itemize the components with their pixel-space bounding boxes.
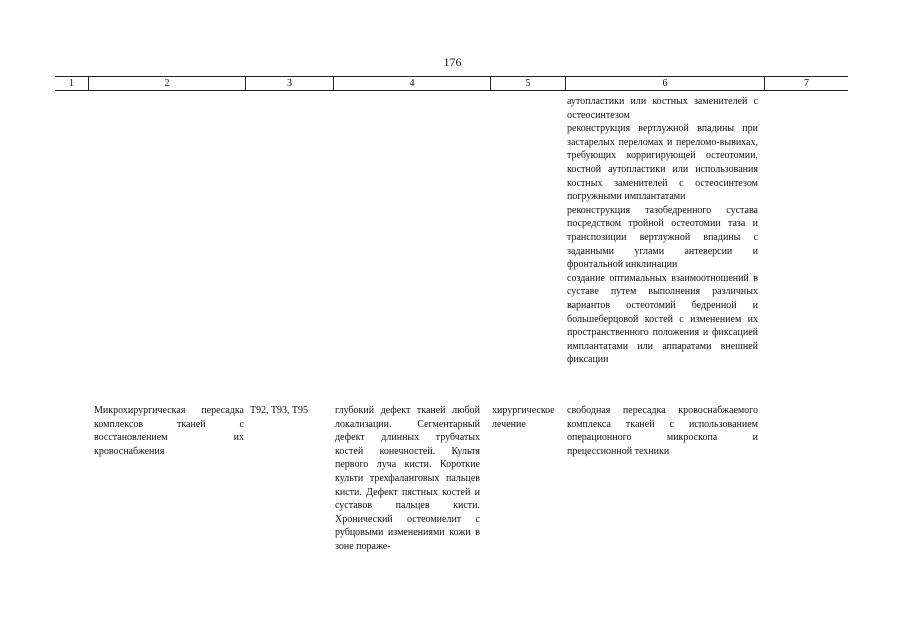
table-header-row [55, 76, 848, 91]
header-col-6: 6 [565, 77, 764, 90]
header-col-5: 5 [490, 77, 565, 90]
header-col-4: 4 [333, 77, 490, 90]
header-col-1: 1 [69, 78, 74, 89]
method-item: реконструкция вертлужной впадины при застарелых переломах и переломо-вывихах, требующих корригирующей остеотомии, костной аутопластики или использования костных заменителей с остеосинтезом погружными имплантатами [567, 123, 758, 203]
header-col-3: 3 [245, 77, 333, 90]
row-type-of-care: Микрохирургическая пересадка комплексов тканей с восстановлением их кровоснабжения [94, 405, 244, 457]
row-treatment-type: хирургическое лечение [492, 405, 555, 430]
method-item: реконструкция тазобедренного сустава посредством тройной остеотомии таза и транспозиции вертлужной впадины с заданными углами антеверсии и фронтальной инклинации [567, 204, 758, 271]
header-col-7: 7 [764, 77, 848, 90]
row-icd-codes: T92, T93, T95 [250, 405, 308, 416]
method-item: аутопластики или костных заменителей с остеосинтезом [567, 96, 758, 121]
method-item: создание оптимальных взаимоотношений в суставе путем выполнения различных вариантов остеотомий бедренной и большеберцовой костей с изменением их пространственного положения и фиксацией имплантатами или аппаратами внешней фиксации [567, 272, 758, 366]
row-treatment-method: свободная пересадка кровоснабжаемого комплекса тканей с использованием операционного микроскопа и прецессионной техники [567, 405, 758, 457]
page-number: 176 [443, 55, 462, 69]
continuation-col6 [567, 95, 758, 367]
header-col-2: 2 [88, 77, 245, 90]
row-patient-model: глубокий дефект тканей любой локализации. Сегментарный дефект длинных трубчатых костей конечностей. Культя первого луча кисти. Короткие культи трехфаланговых пальцев кисти. Дефект пястных костей и суставов пальцев кисти. Хронический остеомиелит с рубцовыми изменениями кожи в зоне пораже- [335, 405, 480, 552]
